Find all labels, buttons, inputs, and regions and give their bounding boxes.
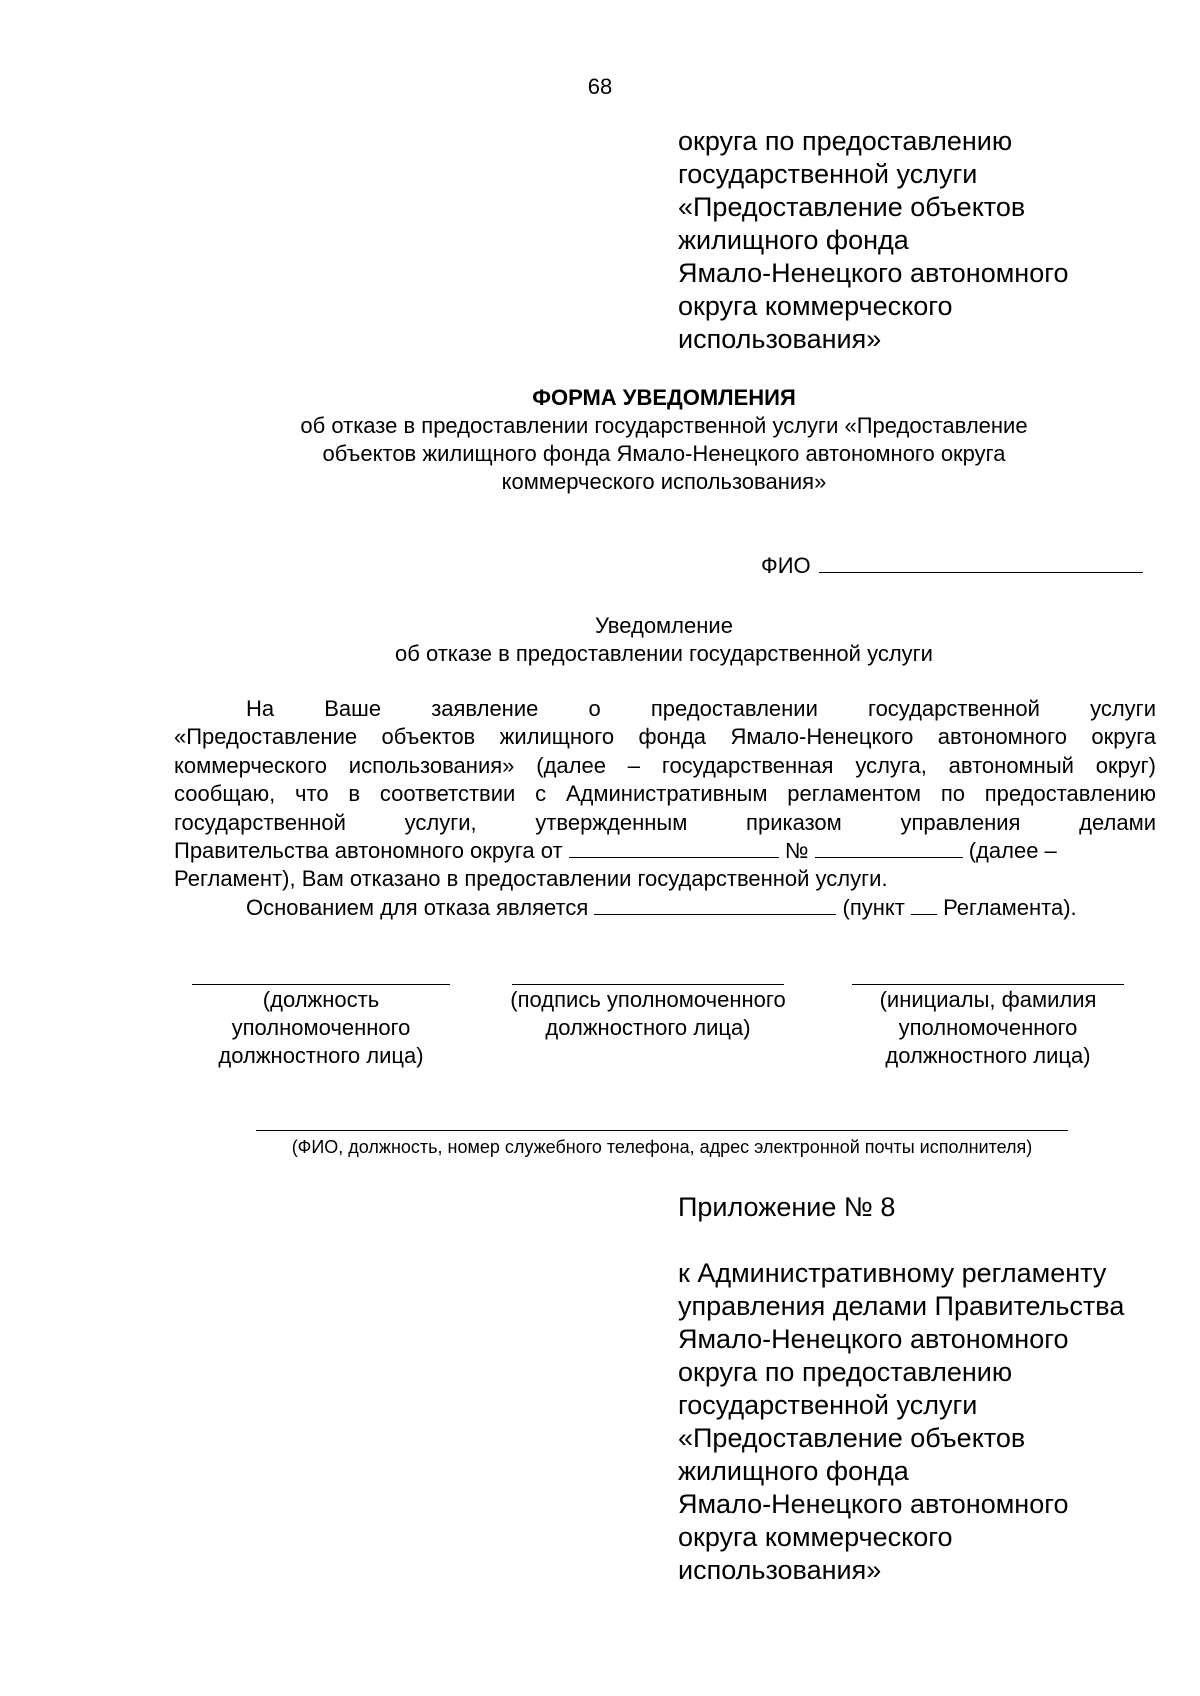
appendix-header-bottom [678, 1257, 1158, 1587]
clause-blank-line [911, 896, 937, 915]
fio-blank-line [819, 552, 1143, 573]
body-text-segment: Регламента). [943, 894, 1077, 920]
appendix-line: жилищного фонда [678, 1456, 909, 1486]
appendix-line: округа коммерческого [678, 1522, 953, 1552]
date-blank-line [569, 839, 779, 858]
recipient-fio-field [761, 552, 1143, 580]
number-blank-line [815, 839, 963, 858]
body-text-segment: Основанием для отказа является [246, 894, 589, 920]
appendix-line: Ямало-Ненецкого автономного [678, 1489, 1069, 1519]
notice-title [0, 612, 1200, 668]
position-caption [186, 986, 456, 1070]
executor-line [256, 1130, 1068, 1131]
appendix-number-label: Приложение № 8 [678, 1192, 896, 1222]
form-title: ФОРМА УВЕДОМЛЕНИЯ [532, 385, 796, 410]
body-line [174, 837, 1156, 865]
form-subtitle-line: объектов жилищного фонда Ямало-Ненецкого автономного округа [322, 441, 1006, 466]
caption-line: (инициалы, фамилия [879, 987, 1097, 1012]
form-subtitle [0, 412, 1200, 496]
reason-blank-line [594, 896, 836, 915]
appendix-line: Ямало-Ненецкого автономного [678, 1324, 1069, 1354]
body-text-segment: (пункт [842, 894, 905, 920]
appendix-line: государственной услуги [678, 159, 978, 189]
signature-caption [488, 986, 808, 1042]
body-line: «Предоставление объектов жилищного фонда Ямало-Ненецкого автономного округа [174, 724, 1156, 750]
appendix-header-top [678, 125, 1158, 356]
signature-line [512, 984, 784, 985]
appendix-number [678, 1191, 1158, 1224]
position-signature-line [192, 984, 450, 985]
body-text-segment: (далее – [968, 838, 1057, 864]
caption-line: должностного лица) [545, 1015, 751, 1040]
notice-title-line: об отказе в предоставлении государственной услуги [395, 641, 933, 666]
body-text-segment: № [784, 838, 809, 864]
appendix-line: к Административному регламенту [678, 1258, 1107, 1288]
body-line: сообщаю, что в соответствии с Административным регламентом по предоставлению [174, 781, 1156, 807]
fio-label: ФИО [761, 553, 811, 578]
notice-body [174, 695, 1156, 922]
executor-caption: (ФИО, должность, номер служебного телефона, адрес электронной почты исполнителя) [291, 1137, 1033, 1157]
appendix-line: «Предоставление объектов [678, 1423, 1026, 1453]
appendix-line: государственной услуги [678, 1390, 978, 1420]
appendix-line: округа по предоставлению [678, 126, 1013, 156]
appendix-line: управления делами Правительства [678, 1291, 1125, 1321]
caption-line: должностного лица) [885, 1043, 1091, 1068]
body-line [174, 894, 1156, 922]
body-line: На Ваше заявление о предоставлении государственной услуги [246, 696, 1156, 721]
caption-line: уполномоченного [231, 1015, 411, 1040]
body-line: государственной услуги, утвержденным приказом управления делами [174, 809, 1156, 835]
appendix-line: Ямало-Ненецкого автономного [678, 258, 1069, 288]
body-text-segment: Правительства автономного округа от [174, 838, 563, 864]
name-caption [846, 986, 1130, 1070]
notice-title-line: Уведомление [595, 613, 733, 638]
caption-line: (подпись уполномоченного [510, 987, 786, 1012]
name-signature-line [852, 984, 1124, 985]
form-subtitle-line: коммерческого использования» [501, 469, 827, 494]
caption-line: (должность [262, 987, 380, 1012]
appendix-line: округа по предоставлению [678, 1357, 1013, 1387]
appendix-line: округа коммерческого [678, 291, 953, 321]
form-subtitle-line: об отказе в предоставлении государственной услуги «Предоставление [300, 413, 1028, 438]
appendix-line: «Предоставление объектов [678, 192, 1026, 222]
caption-line: уполномоченного [898, 1015, 1078, 1040]
caption-line: должностного лица) [218, 1043, 424, 1068]
body-line: Регламент), Вам отказано в предоставлении государственной услуги. [174, 866, 888, 892]
appendix-line: использования» [678, 1555, 882, 1585]
page-number: 68 [587, 74, 613, 99]
appendix-line: жилищного фонда [678, 225, 909, 255]
appendix-line: использования» [678, 324, 882, 354]
body-line: коммерческого использования» (далее – государственная услуга, автономный округ) [174, 752, 1156, 778]
